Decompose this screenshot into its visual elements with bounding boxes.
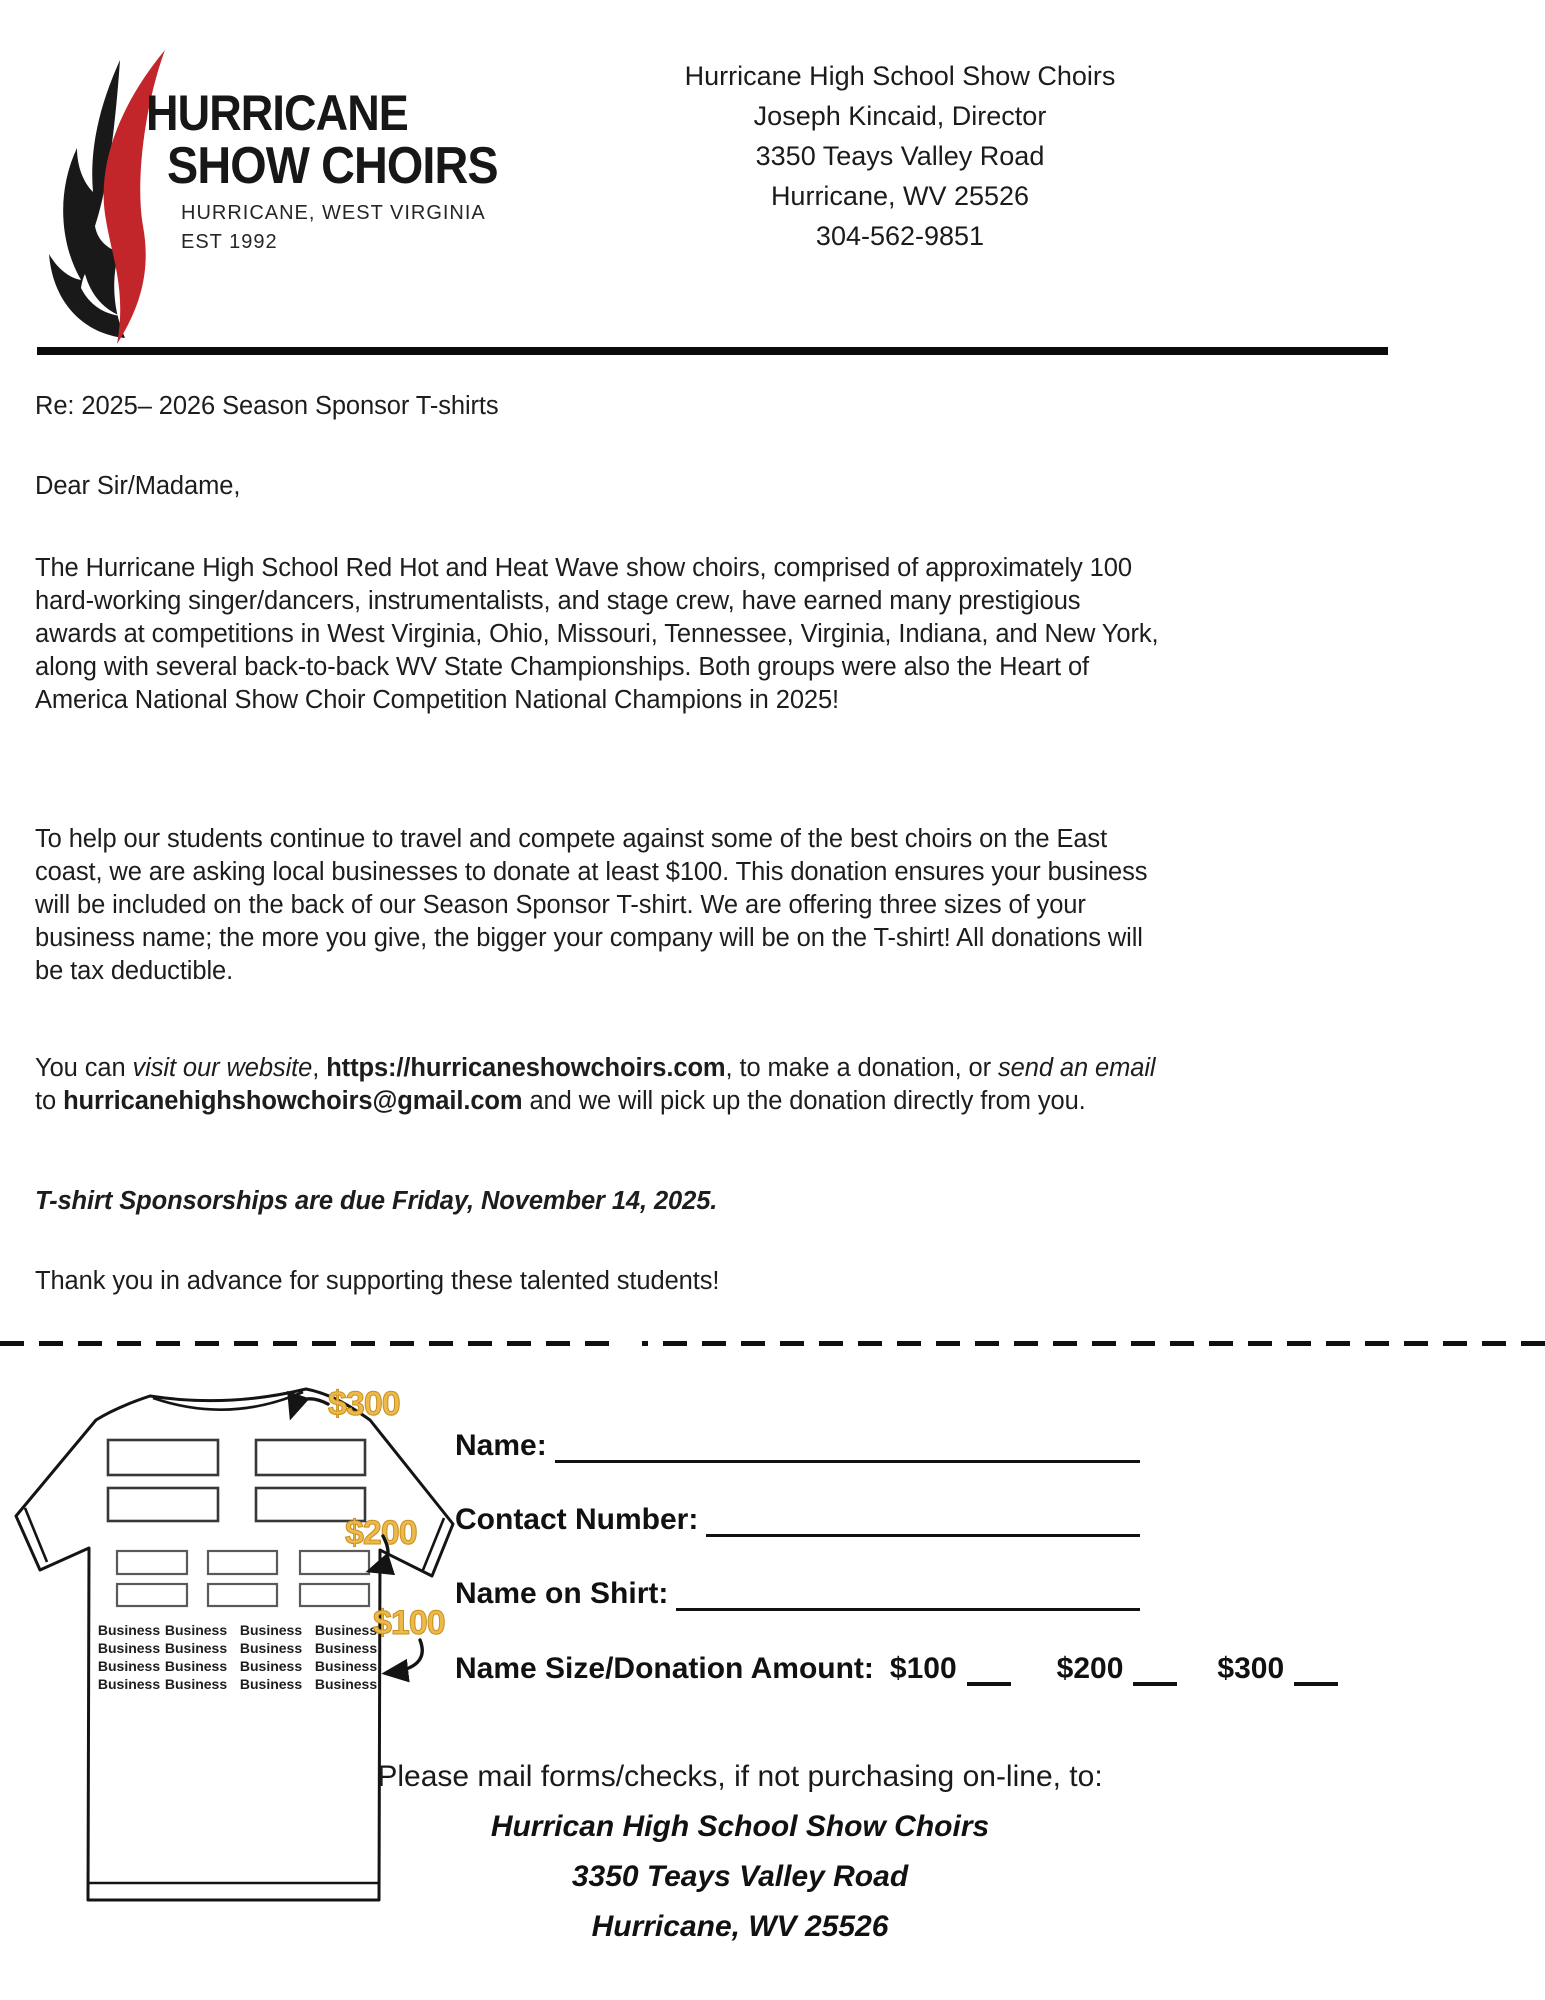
- amount-300: $300: [1217, 1652, 1285, 1685]
- price-tag-100: $100: [373, 1604, 445, 1642]
- name-label: Name:: [455, 1429, 547, 1462]
- business-name-sample: Business: [97, 1676, 161, 1692]
- business-name-sample: Business: [239, 1640, 303, 1656]
- business-name-sample: Business: [239, 1658, 303, 1674]
- logo-established: EST 1992: [181, 231, 278, 253]
- donation-amount-label: Name Size/Donation Amount:: [455, 1652, 874, 1685]
- contact-street: 3350 Teays Valley Road: [755, 141, 1045, 171]
- form-row-contact: [455, 1502, 1140, 1537]
- amount-300-checkbox-blank[interactable]: [1294, 1654, 1338, 1686]
- contact-director: Joseph Kincaid, Director: [753, 101, 1047, 131]
- p3-visit-website: visit our website: [132, 1054, 313, 1082]
- business-name-sample: Business: [97, 1640, 161, 1656]
- mail-address-street: 3350 Teays Valley Road: [571, 1860, 909, 1893]
- business-name-sample: Business: [239, 1676, 303, 1692]
- website-link[interactable]: https://hurricaneshowchoirs.com: [326, 1054, 726, 1082]
- amount-100: $100: [889, 1652, 957, 1685]
- name-field[interactable]: [555, 1428, 1140, 1463]
- thank-you-line: Thank you in advance for supporting these talented students!: [35, 1267, 720, 1295]
- price-tag-300: $300: [328, 1385, 400, 1423]
- paragraph-donation-ask: To help our students continue to travel and compete against some of the best choirs on the East coast, we are asking local businesses to donate at least $100. This donation ensures your business will be included on the back of our Season Sponsor T-shirt. We are offering three sizes of your business name; the more you give, the bigger your company will be on the T-shirt! All donations will be tax deductible.: [35, 825, 1148, 985]
- tshirt-illustration: [0, 1378, 462, 1938]
- logo-title-line2: SHOW CHOIRS: [167, 137, 498, 195]
- cut-line: [0, 1341, 1545, 1346]
- mail-address-org: Hurrican High School Show Choirs: [490, 1810, 990, 1843]
- contact-number-field[interactable]: [706, 1502, 1140, 1537]
- business-name-sample: Business: [314, 1676, 378, 1692]
- form-row-donation: [455, 1652, 1365, 1686]
- form-row-shirt-name: [455, 1576, 1140, 1611]
- logo-tagline: HURRICANE, WEST VIRGINIA: [181, 202, 486, 224]
- business-name-sample: Business: [239, 1622, 303, 1638]
- contact-org: Hurricane High School Show Choirs: [684, 61, 1116, 91]
- cut-line-gap: [612, 1339, 642, 1348]
- business-name-sample: Business: [97, 1658, 161, 1674]
- paragraph-website: [35, 1052, 1167, 1118]
- subject-line: Re: 2025– 2026 Season Sponsor T-shirts: [35, 392, 499, 420]
- paragraph-achievements: The Hurricane High School Red Hot and Heat Wave show choirs, comprised of approximately 100 hard-working singer/dancers, instrumentalists, and stage crew, have earned many prestigious awards at competitions in West Virginia, Ohio, Missouri, Tennessee, Virginia, Indiana, and New York, along with several back-to-back WV State Championships. Both groups were also the Heart of America National Show Choir Competition National Champions in 2025!: [35, 554, 1159, 714]
- business-name-sample: Business: [164, 1622, 228, 1638]
- p3-text-5: and we will pick up the donation directly from you.: [522, 1087, 1086, 1115]
- form-row-name: [455, 1428, 1140, 1463]
- mail-instructions: Please mail forms/checks, if not purchasing on-line, to:: [377, 1760, 1103, 1793]
- p3-text-4: to: [35, 1087, 64, 1115]
- p3-text-3: , to make a donation, or: [725, 1054, 999, 1082]
- contact-city: Hurricane, WV 25526: [770, 181, 1030, 211]
- contact-phone: 304-562-9851: [815, 221, 985, 251]
- letterhead-contact-block: [640, 56, 1160, 256]
- mail-address-city: Hurricane, WV 25526: [591, 1910, 889, 1943]
- business-name-sample: Business: [97, 1622, 161, 1638]
- business-name-sample: Business: [314, 1658, 378, 1674]
- p3-text-2: ,: [312, 1054, 327, 1082]
- business-name-sample: Business: [314, 1622, 378, 1638]
- amount-200: $200: [1056, 1652, 1124, 1685]
- amount-100-checkbox-blank[interactable]: [967, 1654, 1011, 1686]
- arrow-100-icon: [388, 1640, 422, 1673]
- p3-text-1: You can: [35, 1054, 133, 1082]
- p3-send-email: send an email: [998, 1054, 1156, 1082]
- business-name-sample: Business: [164, 1676, 228, 1692]
- business-name-sample: Business: [164, 1658, 228, 1674]
- name-on-shirt-label: Name on Shirt:: [455, 1577, 669, 1610]
- name-on-shirt-field[interactable]: [676, 1576, 1140, 1611]
- logo-title-line1: HURRICANE: [146, 85, 408, 141]
- business-name-sample: Business: [314, 1640, 378, 1656]
- amount-200-checkbox-blank[interactable]: [1133, 1654, 1177, 1686]
- contact-number-label: Contact Number:: [455, 1503, 699, 1536]
- business-name-sample: Business: [164, 1640, 228, 1656]
- header-rule: [37, 347, 1388, 355]
- email-link[interactable]: hurricanehighshowchoirs@gmail.com: [63, 1087, 523, 1115]
- salutation: Dear Sir/Madame,: [35, 472, 241, 500]
- price-tag-200: $200: [345, 1514, 417, 1552]
- due-date-line: T-shirt Sponsorships are due Friday, November 14, 2025.: [35, 1187, 718, 1215]
